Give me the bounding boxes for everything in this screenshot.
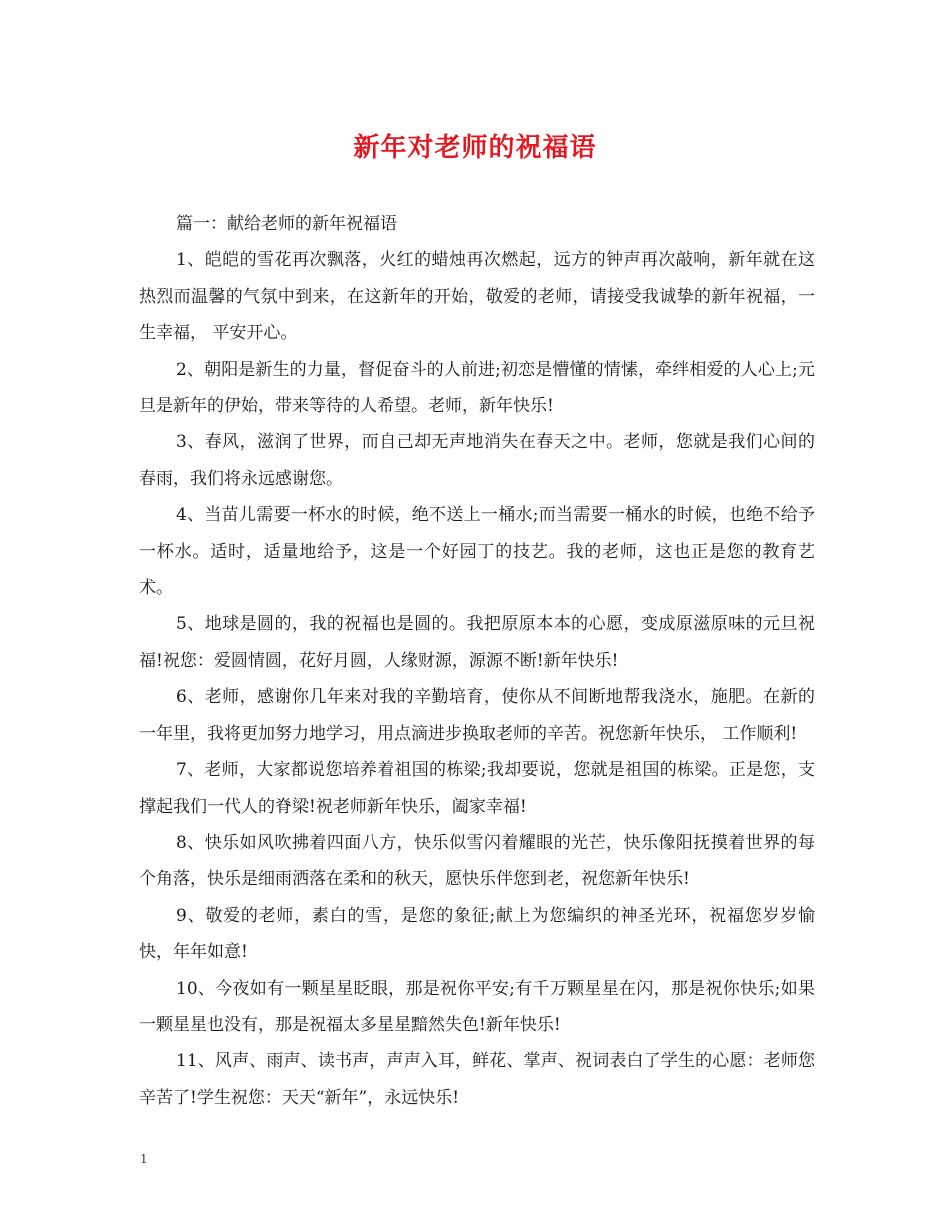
page-number: 1 xyxy=(140,1152,148,1166)
paragraph-6: 6、老师，感谢你几年来对我的辛勤培育，使你从不间断地帮我浇水，施肥。在新的一年里，我将更加努力地学习，用点滴进步换取老师的辛苦。祝您新年快乐， 工作顺利! xyxy=(139,687,815,744)
paragraph-2: 2、朝阳是新生的力量，督促奋斗的人前进;初恋是懵懂的情愫，牵绊相爱的人心上;元旦是新年的伊始，带来等待的人希望。老师，新年快乐! xyxy=(139,359,815,417)
paragraph-8: 8、快乐如风吹拂着四面八方，快乐似雪闪着耀眼的光芒，快乐像阳抚摸着世界的每个角落，快乐是细雨洒落在柔和的秋天，愿快乐伴您到老，祝您新年快乐! xyxy=(139,832,815,890)
section-heading: 篇一：献给老师的新年祝福语 xyxy=(176,214,397,234)
paragraph-1: 1、皑皑的雪花再次飘落，火红的蜡烛再次燃起，远方的钟声再次敲响，新年就在这热烈而温馨的气氛中到来，在这新年的开始，敬爱的老师，请接受我诚挚的新年祝福，一生幸福， 平安开心。 xyxy=(139,250,815,344)
paragraph-7: 7、老师，大家都说您培养着祖国的栋梁;我却要说，您就是祖国的栋梁。正是您，支撑起我们一代人的脊梁!祝老师新年快乐，阖家幸福! xyxy=(139,760,815,817)
paragraph-9: 9、敬爱的老师，素白的雪，是您的象征;献上为您编织的神圣光环，祝福您岁岁愉快，年年如意! xyxy=(139,905,815,963)
document-body xyxy=(139,206,815,1116)
paragraph-10: 10、今夜如有一颗星星眨眼，那是祝你平安;有千万颗星星在闪，那是祝你快乐;如果一颗星星也没有，那是祝福太多星星黯然失色!新年快乐! xyxy=(139,978,815,1035)
paragraph-11: 11、风声、雨声、读书声，声声入耳，鲜花、掌声、祝词表白了学生的心愿：老师您辛苦了!学生祝您：天天“新年”，永远快乐! xyxy=(139,1051,815,1108)
paragraph-3: 3、春风，滋润了世界，而自己却无声地消失在春天之中。老师，您就是我们心间的春雨，我们将永远感谢您。 xyxy=(139,432,815,489)
paragraph-4: 4、当苗儿需要一杯水的时候，绝不送上一桶水;而当需要一桶水的时候，也绝不给予一杯水。适时，适量地给予，这是一个好园丁的技艺。我的老师，这也正是您的教育艺术。 xyxy=(139,505,815,599)
paragraph-5: 5、地球是圆的，我的祝福也是圆的。我把原原本本的心愿，变成原滋原味的元旦祝福!祝您：爱圆情圆，花好月圆，人缘财源，源源不断!新年快乐! xyxy=(139,614,815,671)
document-title: 新年对老师的祝福语 xyxy=(353,133,597,163)
